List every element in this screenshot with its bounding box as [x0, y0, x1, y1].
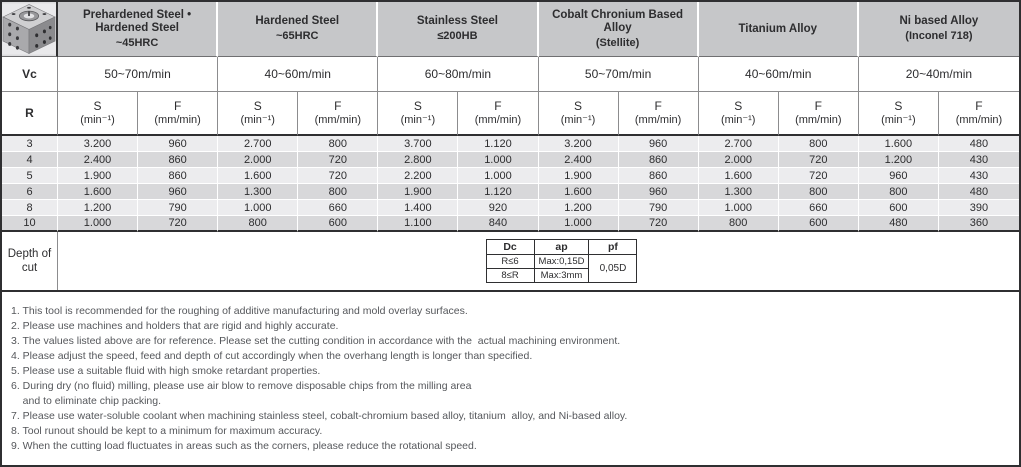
- depth-of-cut-label: Depth of cut: [2, 232, 58, 290]
- depth-of-cut-spec-table: [486, 239, 638, 283]
- note-line: 4. Please adjust the speed, feed and depth of cut accordingly when the overhang length is longer than specified.: [11, 350, 533, 362]
- table-cell: 1.100: [378, 216, 458, 232]
- table-cell: 1.900: [539, 168, 619, 184]
- note-line: 9. When the cutting load fluctuates in areas such as the corners, please reduce the rotational speed.: [11, 440, 477, 452]
- ap-header: ap: [534, 240, 589, 255]
- table-cell: 430: [939, 168, 1019, 184]
- table-cell: 2.400: [539, 152, 619, 168]
- s-unit: (min⁻¹): [560, 114, 596, 126]
- s-unit: (min⁻¹): [720, 114, 756, 126]
- table-cell: 1.200: [58, 200, 138, 216]
- f-label: F: [494, 99, 502, 113]
- spindle-speed-column-header: [699, 92, 779, 136]
- note-line: 6. During dry (no fluid) milling, please use air blow to remove disposable chips from the milling area: [11, 380, 472, 392]
- material-name: Titanium Alloy: [738, 22, 818, 35]
- dc-condition: R≤6: [486, 255, 534, 269]
- f-label: F: [975, 99, 983, 113]
- vc-value: 20~40m/min: [859, 57, 1019, 92]
- feed-rate-column-header: [298, 92, 378, 136]
- note-line: 5. Please use a suitable fluid with high smoke retardant properties.: [11, 365, 321, 377]
- material-hardness: ~65HRC: [275, 30, 319, 42]
- table-cell: 1.200: [539, 200, 619, 216]
- note-line: 3. The values listed above are for reference. Please set the cutting condition in accordance with the actual machining environment.: [11, 335, 621, 347]
- f-unit: (mm/min): [474, 114, 522, 126]
- table-cell: 1.000: [458, 168, 538, 184]
- spindle-speed-column-header: [58, 92, 138, 136]
- table-cell: 1.000: [458, 152, 538, 168]
- pf-header: pf: [589, 240, 637, 255]
- material-header-stainless-steel: [378, 2, 538, 57]
- table-cell: 720: [138, 216, 218, 232]
- table-cell: 2.400: [58, 152, 138, 168]
- s-label: S: [413, 99, 422, 113]
- radius-value: 4: [2, 152, 58, 168]
- f-unit: (mm/min): [634, 114, 682, 126]
- note-line: 2. Please use machines and holders that are rigid and highly accurate.: [11, 320, 339, 332]
- table-cell: 390: [939, 200, 1019, 216]
- table-cell: 720: [619, 216, 699, 232]
- note-line: and to eliminate chip packing.: [11, 395, 162, 407]
- table-cell: 1.300: [699, 184, 779, 200]
- dc-header: Dc: [486, 240, 534, 255]
- spindle-speed-column-header: [539, 92, 619, 136]
- table-cell: 2.000: [699, 152, 779, 168]
- table-cell: 720: [779, 152, 859, 168]
- table-cell: 800: [779, 136, 859, 152]
- material-hardness: ~45HRC: [115, 36, 159, 49]
- table-cell: 1.120: [458, 184, 538, 200]
- table-cell: 1.200: [859, 152, 939, 168]
- f-label: F: [814, 99, 822, 113]
- table-cell: 600: [779, 216, 859, 232]
- note-line: 1. This tool is recommended for the roughing of additive manufacturing and mold overlay surfaces.: [11, 305, 468, 317]
- s-label: S: [253, 99, 262, 113]
- table-cell: 960: [138, 136, 218, 152]
- table-cell: 960: [859, 168, 939, 184]
- material-hardness: (Stellite): [595, 36, 640, 49]
- radius-value: 5: [2, 168, 58, 184]
- material-header-titanium-alloy: [699, 2, 859, 57]
- table-cell: 1.000: [58, 216, 138, 232]
- material-hardness: (Inconel 718): [905, 30, 973, 42]
- table-cell: 480: [939, 184, 1019, 200]
- table-cell: 1.900: [58, 168, 138, 184]
- spindle-speed-column-header: [218, 92, 298, 136]
- table-cell: 720: [779, 168, 859, 184]
- table-cell: 600: [859, 200, 939, 216]
- radius-value: 10: [2, 216, 58, 232]
- material-header-cobalt-chromium-alloy: [539, 2, 699, 57]
- table-cell: 1.600: [58, 184, 138, 200]
- spindle-speed-column-header: [378, 92, 458, 136]
- table-cell: 1.900: [378, 184, 458, 200]
- table-cell: 1.600: [699, 168, 779, 184]
- vc-value: 60~80m/min: [378, 57, 538, 92]
- table-cell: 1.400: [378, 200, 458, 216]
- f-unit: (mm/min): [154, 114, 201, 126]
- table-cell: 800: [779, 184, 859, 200]
- table-cell: 720: [298, 152, 378, 168]
- usage-notes: [2, 292, 1019, 465]
- material-name: Ni based Alloy: [899, 15, 979, 27]
- s-unit: (min⁻¹): [240, 114, 275, 126]
- table-cell: 360: [939, 216, 1019, 232]
- table-cell: 1.600: [859, 136, 939, 152]
- material-header-hardened-steel: [218, 2, 378, 57]
- r-column-label: R: [2, 92, 58, 136]
- pf-value: 0,05D: [589, 255, 637, 283]
- s-unit: (min⁻¹): [80, 114, 115, 126]
- table-cell: 600: [298, 216, 378, 232]
- table-cell: 3.200: [58, 136, 138, 152]
- vc-value: 50~70m/min: [58, 57, 218, 92]
- feed-rate-column-header: [458, 92, 538, 136]
- table-cell: 860: [138, 152, 218, 168]
- table-cell: 2.200: [378, 168, 458, 184]
- table-cell: 800: [859, 184, 939, 200]
- material-name: Stainless Steel: [416, 15, 498, 27]
- table-cell: 1.000: [539, 216, 619, 232]
- f-unit: (mm/min): [955, 114, 1003, 126]
- table-cell: 3.700: [378, 136, 458, 152]
- table-cell: 860: [619, 152, 699, 168]
- table-cell: 860: [619, 168, 699, 184]
- table-cell: 660: [779, 200, 859, 216]
- radius-value: 3: [2, 136, 58, 152]
- depth-of-cut-row: [2, 232, 1019, 292]
- table-cell: 790: [138, 200, 218, 216]
- table-cell: 480: [859, 216, 939, 232]
- f-label: F: [173, 99, 182, 113]
- table-cell: 960: [619, 136, 699, 152]
- s-label: S: [574, 99, 583, 113]
- material-header-prehardened-steel: [58, 2, 218, 57]
- cutting-conditions-table: [2, 2, 1019, 232]
- feed-rate-column-header: [779, 92, 859, 136]
- table-cell: 840: [458, 216, 538, 232]
- table-cell: 2.800: [378, 152, 458, 168]
- table-cell: 800: [298, 184, 378, 200]
- f-unit: (mm/min): [795, 114, 842, 126]
- material-name: Hardened Steel: [255, 15, 340, 27]
- s-label: S: [894, 99, 903, 113]
- table-cell: 2.700: [218, 136, 298, 152]
- note-line: 7. Please use water-soluble coolant when machining stainless steel, cobalt-chromium based alloy, titanium alloy, and Ni-based alloy.: [11, 410, 628, 422]
- f-label: F: [654, 99, 662, 113]
- table-cell: 1.000: [699, 200, 779, 216]
- dc-condition: 8≤R: [486, 269, 534, 283]
- table-cell: 800: [218, 216, 298, 232]
- table-cell: 960: [619, 184, 699, 200]
- vc-value: 40~60m/min: [699, 57, 859, 92]
- note-line: 8. Tool runout should be kept to a minimum for maximum accuracy.: [11, 425, 323, 437]
- table-cell: 3.200: [539, 136, 619, 152]
- table-cell: 1.120: [458, 136, 538, 152]
- spindle-speed-column-header: [859, 92, 939, 136]
- feed-rate-column-header: [619, 92, 699, 136]
- s-label: S: [93, 99, 102, 113]
- feed-rate-column-header: [138, 92, 218, 136]
- milled-block-icon: [2, 2, 56, 56]
- vc-row-label: Vc: [2, 57, 58, 92]
- table-cell: 790: [619, 200, 699, 216]
- table-cell: 2.700: [699, 136, 779, 152]
- table-cell: 430: [939, 152, 1019, 168]
- table-cell: 480: [939, 136, 1019, 152]
- table-cell: 800: [298, 136, 378, 152]
- depth-of-cut-content: [58, 232, 1019, 290]
- table-cell: 720: [298, 168, 378, 184]
- table-cell: 920: [458, 200, 538, 216]
- table-cell: 1.600: [539, 184, 619, 200]
- material-name: Cobalt Chronium Based Alloy: [552, 8, 684, 34]
- s-label: S: [734, 99, 743, 113]
- radius-value: 8: [2, 200, 58, 216]
- tool-block-image: [2, 2, 58, 57]
- feed-rate-column-header: [939, 92, 1019, 136]
- f-label: F: [334, 99, 342, 113]
- f-unit: (mm/min): [314, 114, 361, 126]
- material-name: Prehardened Steel • Hardened Steel: [82, 8, 192, 34]
- table-cell: 1.000: [218, 200, 298, 216]
- table-cell: 960: [138, 184, 218, 200]
- table-cell: 1.300: [218, 184, 298, 200]
- table-cell: 800: [699, 216, 779, 232]
- table-cell: 860: [138, 168, 218, 184]
- table-cell: 2.000: [218, 152, 298, 168]
- radius-value: 6: [2, 184, 58, 200]
- s-unit: (min⁻¹): [400, 114, 436, 126]
- vc-value: 50~70m/min: [539, 57, 699, 92]
- ap-value: Max:0,15D: [534, 255, 589, 269]
- vc-value: 40~60m/min: [218, 57, 378, 92]
- material-hardness: ≤200HB: [437, 30, 478, 42]
- table-cell: 660: [298, 200, 378, 216]
- ap-value: Max:3mm: [534, 269, 589, 283]
- s-unit: (min⁻¹): [881, 114, 916, 126]
- material-header-ni-based-alloy: [859, 2, 1019, 57]
- table-cell: 1.600: [218, 168, 298, 184]
